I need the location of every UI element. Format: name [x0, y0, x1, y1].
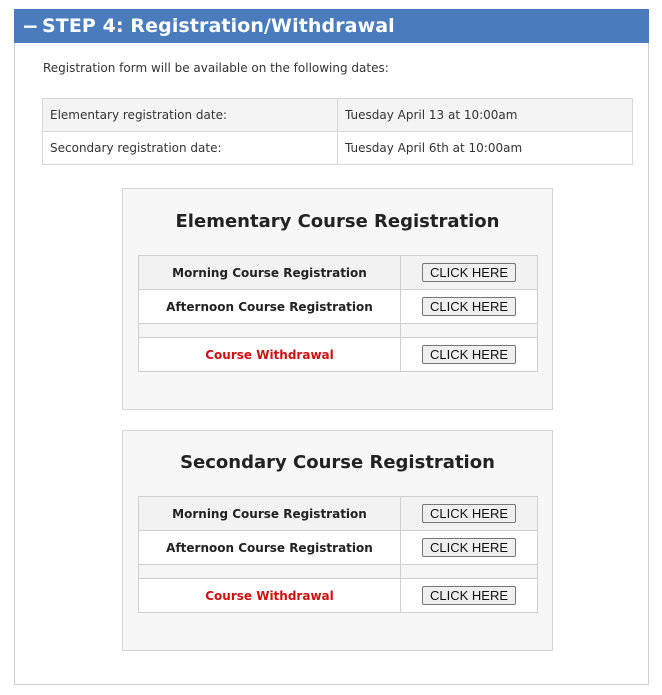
button-cell — [401, 497, 538, 531]
empty-cell — [401, 324, 538, 338]
table-row — [139, 256, 538, 290]
afternoon-registration-label: Afternoon Course Registration — [139, 290, 401, 324]
elementary-registration-panel — [122, 188, 553, 410]
button-cell — [401, 256, 538, 290]
date-label: Secondary registration date: — [43, 132, 338, 165]
intro-text: Registration form will be available on the following dates: — [43, 61, 389, 75]
elementary-afternoon-click-here-button[interactable]: CLICK HERE — [422, 297, 516, 316]
date-value: Tuesday April 6th at 10:00am — [338, 132, 633, 165]
table-row — [139, 290, 538, 324]
button-cell — [401, 338, 538, 372]
secondary-withdrawal-click-here-button[interactable]: CLICK HERE — [422, 586, 516, 605]
secondary-registration-table — [138, 496, 538, 613]
button-cell — [401, 531, 538, 565]
table-row — [139, 579, 538, 613]
elementary-morning-click-here-button[interactable]: CLICK HERE — [422, 263, 516, 282]
spacer-row — [139, 324, 538, 338]
table-row — [43, 132, 633, 165]
elementary-withdrawal-click-here-button[interactable]: CLICK HERE — [422, 345, 516, 364]
elementary-registration-table — [138, 255, 538, 372]
secondary-morning-click-here-button[interactable]: CLICK HERE — [422, 504, 516, 523]
date-value: Tuesday April 13 at 10:00am — [338, 99, 633, 132]
panel-title: Secondary Course Registration — [180, 452, 495, 473]
afternoon-registration-label: Afternoon Course Registration — [139, 531, 401, 565]
empty-cell — [401, 565, 538, 579]
button-cell — [401, 290, 538, 324]
morning-registration-label: Morning Course Registration — [139, 256, 401, 290]
table-row — [139, 497, 538, 531]
table-row — [139, 338, 538, 372]
withdrawal-label: Course Withdrawal — [139, 579, 401, 613]
collapse-icon[interactable]: − — [22, 14, 39, 38]
empty-cell — [139, 324, 401, 338]
empty-cell — [139, 565, 401, 579]
date-label: Elementary registration date: — [43, 99, 338, 132]
step-title: STEP 4: Registration/Withdrawal — [42, 15, 395, 37]
step-4-header[interactable] — [14, 9, 649, 43]
panel-title: Elementary Course Registration — [175, 211, 500, 232]
table-row — [139, 531, 538, 565]
button-cell — [401, 579, 538, 613]
step-4-accordion — [14, 9, 649, 685]
morning-registration-label: Morning Course Registration — [139, 497, 401, 531]
secondary-afternoon-click-here-button[interactable]: CLICK HERE — [422, 538, 516, 557]
table-row — [43, 99, 633, 132]
secondary-registration-panel — [122, 430, 553, 651]
registration-dates-table — [42, 98, 633, 165]
spacer-row — [139, 565, 538, 579]
withdrawal-label: Course Withdrawal — [139, 338, 401, 372]
